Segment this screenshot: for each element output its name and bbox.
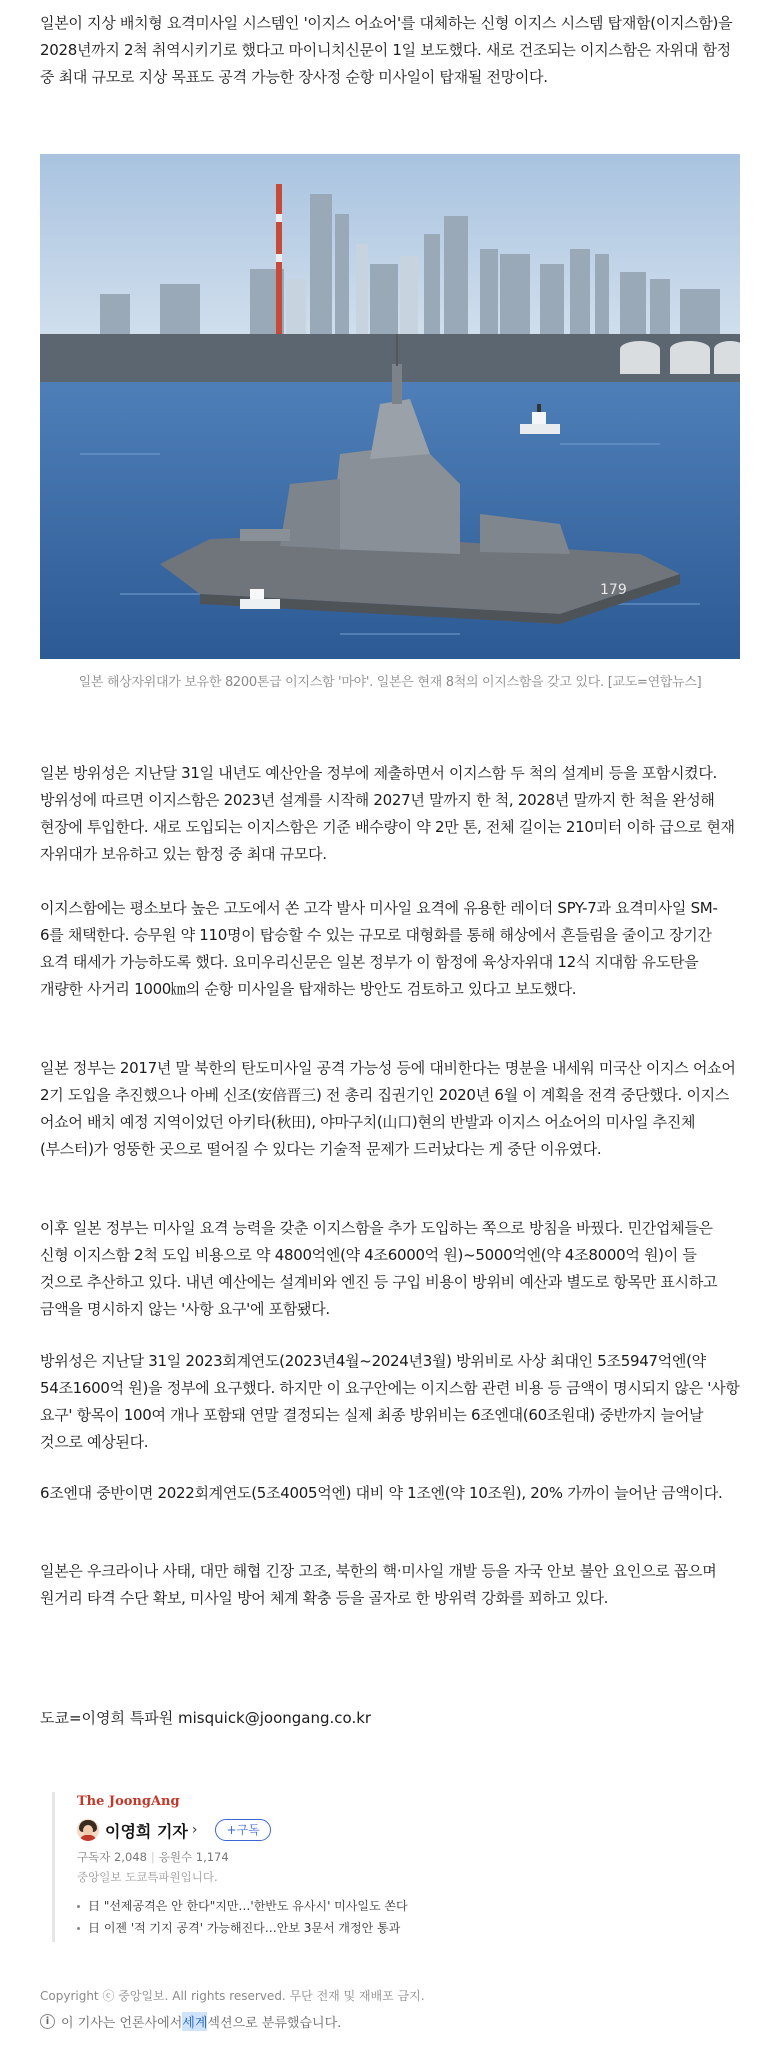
photo-caption: 일본 해상자위대가 보유한 8200톤급 이지스함 '마야'. 일본은 현재 8척의 이지스함을 갖고 있다. [교도=연합뉴스] (78, 675, 702, 690)
article-byline: 도쿄=이영희 특파원 misquick@joongang.co.kr (40, 1709, 372, 1727)
article-paragraph: 6조엔대 중반이면 2022회계연도(5조4005억엔) 대비 약 1조엔(약 10조원), 20% 가까이 늘어난 금액이다. (40, 1484, 723, 1502)
related-article-link[interactable]: 日 이젠 '적 기지 공격' 가능해진다…안보 3문서 개정안 통과 (77, 1917, 637, 1939)
article-paragraph: 방위성은 지난달 31일 2023회계연도(2023년4월~2024년3월) 방위비로 사상 최대인 5조5947억엔(약 54조1600억 원)을 정부에 요구했다. 하지만 이 요구안에는 이지스함 관련 비용 등 금액이 명시되지 않은 '사항 요구' 항목이 100여 개나 포함돼 연말 결정되는 실제 최종 방위비는 6조엔대(60조원대) 중반까지 늘어날 것으로 예상된다. (40, 1352, 740, 1451)
section-classification: i 이 기사는 언론사에서 세계 섹션으로 분류했습니다. (40, 2012, 341, 2031)
copyright-notice: Copyright ⓒ 중앙일보. All rights reserved. 무단 전재 및 재배포 금지. (40, 1989, 425, 2003)
article-photo (40, 154, 740, 659)
reporter-affiliation: 중앙일보 도쿄특파원입니다. (77, 1870, 218, 1884)
info-icon: i (40, 2014, 55, 2029)
avatar[interactable] (77, 1819, 99, 1841)
article-paragraph: 이후 일본 정부는 미사일 요격 능력을 갖춘 이지스함을 추가 도입하는 쪽으로 방침을 바꿨다. 민간업체들은 신형 이지스함 2척 도입 비용으로 약 4800억엔(약 4조6000억 원)~5000억엔(약 4조8000억 원)이 들 것으로 추산하고 있다. 내년 예산에는 설계비와 엔진 등 구입 비용이 방위비 예산과 별도로 항목만 표시하고 금액을 명시하지 않는 '사항 요구'에 포함됐다. (40, 1219, 718, 1318)
article-paragraph: 일본 정부는 2017년 말 북한의 탄도미사일 공격 가능성 등에 대비한다는 명분을 내세워 미국산 이지스 어쇼어 2기 도입을 추진했으나 아베 신조(安倍晋三) 전 총리 집권기인 2020년 6월 이 계획을 전격 중단했다. 이지스 어쇼어 배치 예정 지역이었던 아키타(秋田), 야마구치(山口)현의 반발과 이지스 어쇼어의 미사일 추진체(부스터)가 엉뚱한 곳으로 떨어질 수 있다는 기술적 문제가 드러났다는 게 중단 이유였다. (40, 1059, 736, 1158)
related-article-link[interactable]: 日 "선제공격은 안 한다"지만…'한반도 유사시' 미사일도 쏜다 (77, 1895, 637, 1917)
subscriber-count: 구독자 2,048 (77, 1850, 147, 1864)
related-articles (77, 1895, 637, 1939)
article-paragraph: 이지스함에는 평소보다 높은 고도에서 쏜 고각 발사 미사일 요격에 유용한 레이더 SPY-7과 요격미사일 SM-6를 채택한다. 승무원 약 110명이 탑승할 수 있는 규모로 대형화를 통해 해상에서 흔들림을 줄이고 장기간 요격 태세가 가능하도록 했다. 요미우리신문은 일본 정부가 이 함정에 육상자위대 12식 지대함 유도탄을 개량한 사거리 1000㎞의 순항 미사일을 탑재하는 방안도 검토하고 있다고 보도했다. (40, 899, 718, 998)
article-paragraph: 일본 방위성은 지난달 31일 내년도 예산안을 정부에 제출하면서 이지스함 두 척의 설계비 등을 포함시켰다. 방위성에 따르면 이지스함은 2023년 설계를 시작해 2027년 말까지 한 척, 2028년 말까지 한 척을 완성해 현장에 투입한다. 새로 도입되는 이지스함은 기준 배수량이 약 2만 톤, 전체 길이는 210미터 이하 급으로 현재 자위대가 보유하고 있는 함정 중 최대 규모다. (40, 764, 735, 863)
subscribe-button[interactable]: +구독 (215, 1819, 270, 1841)
reporter-stats: 구독자 2,048 | 응원수 1,174 (77, 1850, 229, 1864)
reporter-card (52, 1792, 637, 1942)
warship-photo-image (40, 154, 740, 659)
section-link[interactable]: 세계 (182, 2012, 207, 2031)
article-paragraph: 일본은 우크라이나 사태, 대만 해협 긴장 고조, 북한의 핵·미사일 개발 등을 자국 안보 불안 요인으로 꼽으며 원거리 타격 수단 확보, 미사일 방어 체계 확충 등을 골자로 한 방위력 강화를 꾀하고 있다. (40, 1562, 717, 1607)
reporter-name-link[interactable]: 이영희 기자 (105, 1821, 188, 1841)
ship-hull-number: 179 (600, 582, 627, 598)
brand-logo: The JoongAng (77, 1794, 180, 1809)
chevron-right-icon[interactable]: › (191, 1822, 198, 1838)
article-intro: 일본이 지상 배치형 요격미사일 시스템인 '이지스 어쇼어'를 대체하는 신형 이지스 시스템 탑재함(이지스함)을 2028년까지 2척 취역시키기로 했다고 마이니치신문이 1일 보도했다. 새로 건조되는 이지스함은 자위대 함정 중 최대 규모로 지상 목표도 공격 가능한 장사정 순항 미사일이 탑재될 전망이다. (40, 14, 733, 86)
supporter-count: 응원수 1,174 (158, 1850, 229, 1864)
